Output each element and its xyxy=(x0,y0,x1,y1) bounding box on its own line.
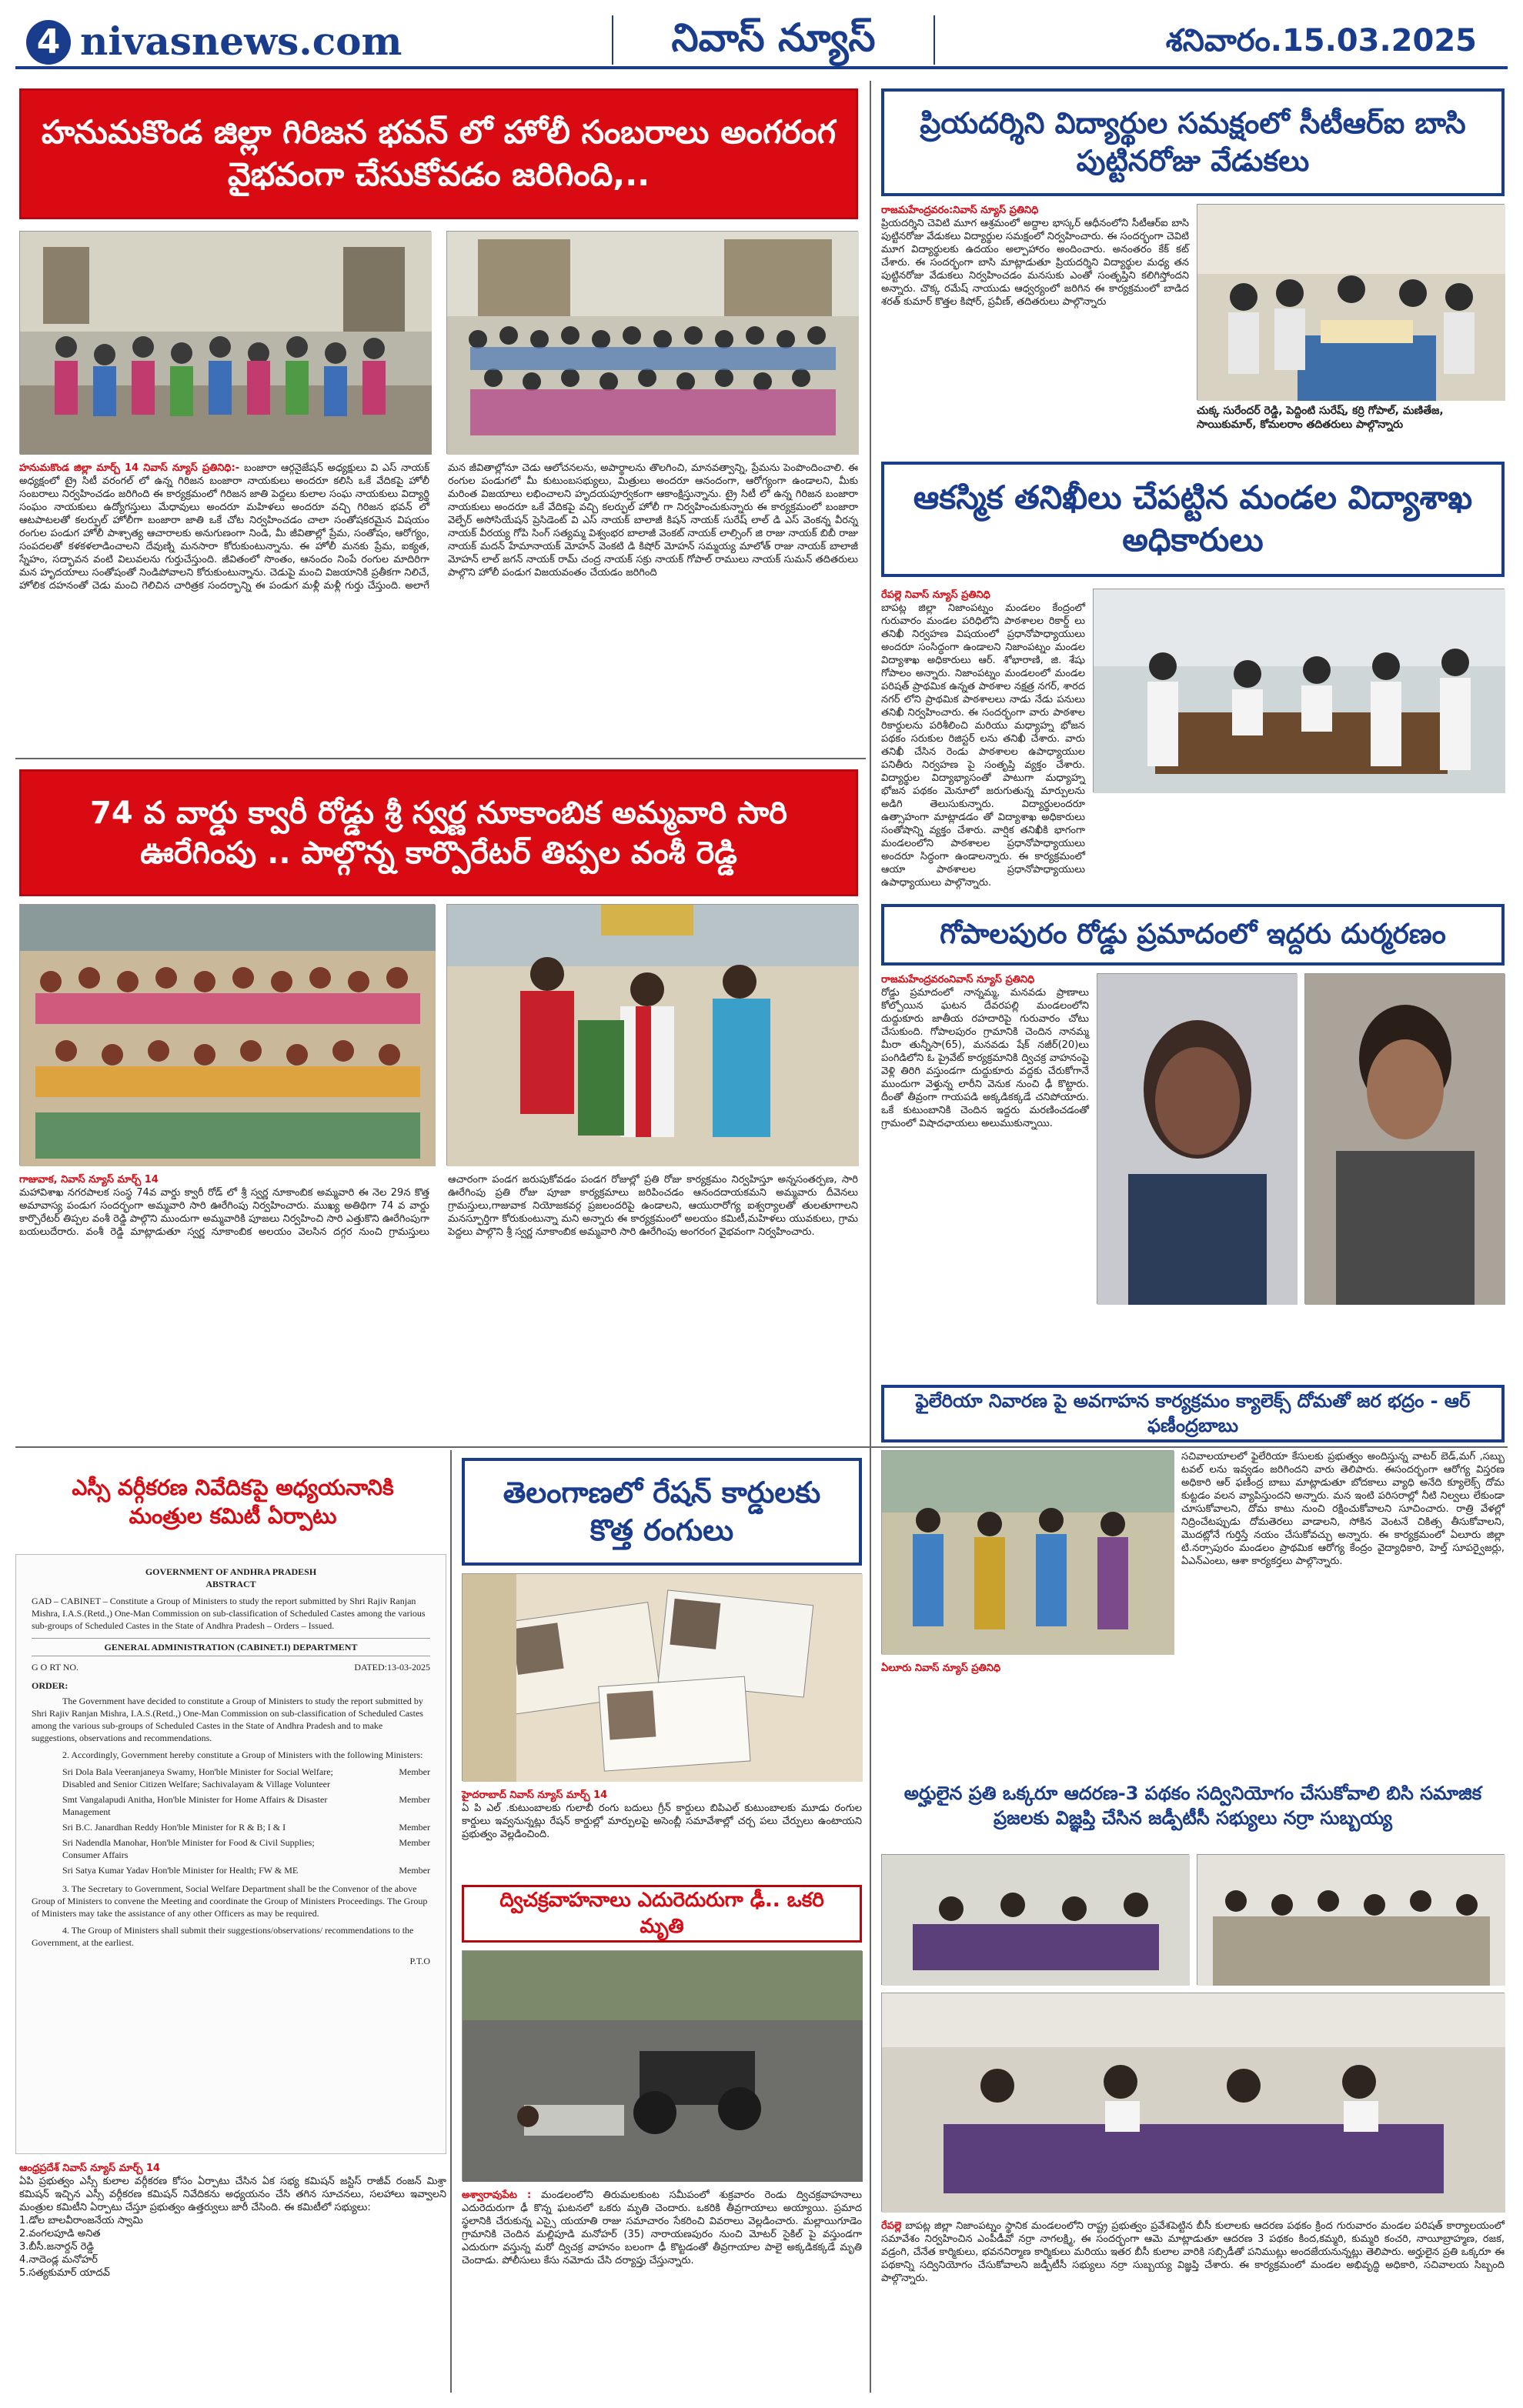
go-member xyxy=(32,1766,430,1790)
bike-article xyxy=(462,2189,862,2393)
ration-article xyxy=(462,1789,862,1877)
column-rule xyxy=(870,1450,871,2393)
site-name: nivasnews.com xyxy=(80,18,402,64)
accident-photo-image xyxy=(1097,974,1298,1305)
ctr-caption: చుక్క సురేందర్ రెడ్డి, పెద్దింటి సురేష్, కర్రి గోపాల్, మణితేజ, సాయికుమార్, కోమలరాం తదితరులు పాల్గొన్నారు xyxy=(1197,405,1444,431)
ration-photo xyxy=(462,1573,862,1781)
go-member xyxy=(32,1821,430,1833)
ammavari-byline: గాజువాక, నివాస్ న్యూస్ మార్చ్ 14 xyxy=(19,1174,159,1186)
accident-photo-youth xyxy=(1304,973,1505,1304)
ctr-photo xyxy=(1197,204,1505,400)
ctr-body: ప్రియదర్శిని చెవిటి మూగ ఆశ్రమంలో అద్దాల భాస్కర్ ఆధీనంలోని సీటీఆర్ఐ బాసి పుట్టినరోజు వేడుకలు విద్యార్థుల సమక్షంలో నిర్వహించారు. ఈ సందర్భంగా చెవిటి మూగ విద్యార్థులకు ఉదయం అల్పాహారం అందించారు. అనంతరం కేక్ కట్ చేశారు. ఈ సందర్భంగా బాసి మాట్లాడుతూ ప్రియదర్శిని విద్యార్థుల మధ్య తన పుట్టినరోజు వేడుకలు నిర్వహించడం మనసుకు ఎంతో సంతృప్తిని కలిగిస్తోందని అన్నారు. చొక్క రమేష్ నాయుడు ఆధ్వర్యంలో జరిగిన ఈ కార్యక్రమంలో బాడిద శరత్ కుమార్ కొత్తల కిషోర్, ప్రవీణ్, తదితరులు పాల్గొన్నారు xyxy=(881,218,1189,308)
go-number: G O RT NO. xyxy=(32,1662,79,1673)
go-order-label: ORDER: xyxy=(32,1680,68,1691)
sc-committee-member: 4.నాదెండ్ల మనోహర్ xyxy=(19,2254,98,2266)
ctr-headline: ప్రియదర్శిని విద్యార్థుల సమక్షంలో సీటీఆర్ఐ బాసి పుట్టినరోజు వేడుకలు xyxy=(881,88,1505,196)
filaria-photo xyxy=(881,1450,1174,1654)
accident-headline: గోపాలపురం రోడ్డు ప్రమాదంలో ఇద్దరు దుర్మరణం xyxy=(881,904,1505,966)
page-number: 4 xyxy=(26,20,71,65)
bc-scheme-photo-image xyxy=(882,1855,1190,1986)
bc-scheme-body: బాపట్ల జిల్లా నిజాంపట్నం స్థానిక మండలంలోని రాష్ట్ర ప్రభుత్వం ప్రవేశపెట్టిన బీసీ కులాలకు ఆదరణ పథకం క్రింద గురువారం మండల పరిషత్ కార్యాలయంలో సమావేశం నిర్వహించిన ఎంపీడీవో నర్రా నాగలక్ష్మి, ఈ సందర్భంగా ఆమె మాట్లాడుతూ ఆదరణ 3 పథకం కింద,కమ్మరి, కుమ్మరి కంచరి, నాయీబ్రాహ్మణ, రజక, వడ్రంగి, చేనేత కార్మికులు, భవననిర్మాణ కార్మికులు మరియు ఇతర బీసీ కులాల వారికి సబ్సిడీతో పనిముట్లు అందజేయనున్నట్లు తెలిపారు. అర్హులైన ప్రతి ఒక్కరూ ఈ పథకాన్ని సద్వినియోగం చేసుకోవాలని జడ్పీటీసీ సభ్యులు నర్రా సుబ్బయ్య విజ్ఞప్తి చేశారు. ఈ కార్యక్రమంలో మండల అభివృద్ధి అధికారి, సచివాలయ సిబ్బంది పాల్గొన్నారు. xyxy=(881,2220,1505,2284)
filaria-article xyxy=(1181,1450,1505,1654)
inspection-photo xyxy=(1093,589,1505,792)
go-para-3: 3. The Secretary to Government, Social Welfare Department shall be the Convenor of the above Group of Ministers to convene the Meeting and coordinate the Group of Ministers Proceedings. The Group of Ministers may take the assistance of any other Officers as may be required. xyxy=(32,1883,428,1919)
holi-photo-group xyxy=(19,231,431,454)
go-member-list xyxy=(32,1766,430,1876)
sc-committee-article xyxy=(19,2162,446,2393)
ctr-photo-image xyxy=(1197,205,1505,401)
go-member-name: Sri B.C. Janardhan Reddy Hon'ble Minister for R & B; I & I xyxy=(62,1822,286,1833)
bc-scheme-headline: అర్హులైన ప్రతి ఒక్కరూ ఆదరణ-3 పథకం సద్వినియోగం చేసుకోవాలి బిసి సమాజిక ప్రజలకు విజ్ఞప్తి చేసిన జడ్పీటీసీ సభ్యులు నర్రా సుబ్బయ్య xyxy=(881,1766,1505,1846)
bc-scheme-photo-image-3 xyxy=(882,1993,1505,2213)
column-rule xyxy=(450,1450,452,2393)
ammavari-photo-image-2 xyxy=(447,905,859,1166)
bc-scheme-photo-2 xyxy=(1197,1854,1505,1985)
issue-date: శనివారం.15.03.2025 xyxy=(1165,23,1477,58)
go-member-role: Member xyxy=(399,1837,430,1848)
go-member-name: Smt Vangalapudi Anitha, Hon'ble Minister for Home Affairs & Disaster Management xyxy=(62,1794,328,1817)
holi-byline: హనుమకొండ జిల్లా మార్చ్ 14 నివాస్ న్యూస్ ప్రతినిధి:- xyxy=(19,462,240,474)
accident-byline: రాజమహేంద్రవరంనివాస్ న్యూస్ ప్రతినిధి xyxy=(881,974,1035,986)
go-member-name: Sri Dola Bala Veeranjaneya Swamy, Hon'ble Minister for Social Welfare; Disabled and Senior Citizen Welfare; Sachivalayam & Village Volunteer xyxy=(62,1766,333,1789)
go-member xyxy=(32,1836,430,1861)
ration-byline: హైదరాబాద్ నివాస్ న్యూస్ మార్చ్ 14 xyxy=(462,1789,608,1801)
accident-body: రోడ్డు ప్రమాదంలో నాన్నమ్మ, మనవడు ప్రాణాలు కోల్పోయిన ఘటన దేవరపల్లి మండలంలోని దుద్దుకూరు జాతీయ రహదారిపై గురువారం చోటు చేసుకుంది. గోపాలపురం గ్రామానికి చెందిన నానమ్మ మీరా తున్నీసా(65), మనవడు షేక్ నజీర్(20)లు పంగిడిలోని ఓ ప్రైవేట్ కార్యక్రమానికి ద్విచక్ర వాహనంపై వెళ్లి తిరిగి వస్తుండగా దుద్దుకూరు వద్దకు చేరుకోగానే ముందుగా వెళ్తున్న లారీని వెనుక నుంచి ఢీ కొట్టారు. దీంతో తీవ్రంగా గాయపడి అక్కడికక్కడే చనిపోయారు. ఒకే కుటుంబానికి చెందిన ఇద్దరు మరణించడంతో గ్రామంలో విషాదఛాయలు అలుముకున్నాయి. xyxy=(881,987,1089,1129)
row-rule xyxy=(15,1446,1508,1448)
filaria-byline: ఏలూరు నివాస్ న్యూస్ ప్రతినిధి xyxy=(881,1663,1001,1674)
sc-committee-member: 5.సత్యకుమార్ యాదవ్ xyxy=(19,2267,110,2279)
ammavari-article xyxy=(19,1173,858,1439)
holi-article xyxy=(19,462,858,750)
inspection-body: బాపట్ల జిల్లా నిజాంపట్నం మండలం కేంద్రంలో గురువారం మండల పరిధిలోని పాఠశాలల రికార్డ్ లు తనిఖీ నిర్వహణ విషయంలో ప్రధానోపాధ్యాయులు అందరూ సంసిద్ధంగా ఉండాలని నిజాంపట్నం మండల విద్యాశాఖ అధికారులు ఆర్. శోభారాణి, జి. శేషు గోపాలం అన్నారు. నిజాంపట్నం మండలంలో మండల పరిషత్ ప్రాథమిక ఉన్నత పాఠశాల నక్షత్ర నగర్, శారద నగర్ లోని ప్రాథమిక పాఠశాలలు నాడు నేడు పనులు తనిఖీ నిర్వహించారు. ఈ సందర్భంగా వారు పాఠశాల రికార్డులను పరిశీలించి మరియు మధ్యాహ్న భోజన పథకం సరుకుల రిజిస్టర్ లను తనిఖీ చేశారు. వారు తనిఖీ చేసిన రెండు పాఠశాలల ఉపాధ్యాయుల పనితీరు నిర్వహణ పై సంతృప్తి వ్యక్తం చేశారు. విద్యార్థుల విద్యాభ్యాసంతో పాటుగా మధ్యాహ్న భోజన పథకం మెనూలో జరుగుతున్న మార్పులను అడిగి తెలుసుకున్నారు. విద్యార్థులందరూ ఉత్సాహంగా మాట్లాడడం తో విద్యాశాఖ అధికారులు సంతోషాన్ని వ్యక్తం చేశారు. వార్షిక తనిఖీకి భాగంగా మండలంలోని పాఠశాలల ప్రధానోపాధ్యాయులు అందరూ సిద్ధంగా ఉండాలన్నారు. ఈ కార్యక్రమంలో ఆయా పాఠశాలల ప్రధానోపాధ్యాయులు ఉపాధ్యాయులు పాల్గొన్నారు. xyxy=(881,602,1085,889)
ammavari-photo-crowd xyxy=(19,904,435,1166)
go-title: GOVERNMENT OF ANDHRA PRADESH xyxy=(145,1566,317,1577)
go-para-2: 2. Accordingly, Government hereby constitute a Group of Ministers with the following Ministers: xyxy=(62,1749,423,1760)
masthead xyxy=(15,15,1508,69)
bc-scheme-photo-1 xyxy=(881,1854,1189,1985)
holi-photo-image-2 xyxy=(447,232,859,455)
newspaper-logo: నివాస్ న్యూస్ xyxy=(612,15,935,65)
ration-photo-image xyxy=(463,1574,863,1782)
ammavari-photo-procession xyxy=(446,904,858,1166)
go-para-1: The Government have decided to constitute a Group of Ministers to study the report submitted by Shri Rajiv Ranjan Mishra, I.A.S.(Retd.,) One-Man Commission on sub-classification of Scheduled Castes among the various sub-groups of Scheduled Castes in the State of Andhra Pradesh and to make suggestions, observations and recommendations. xyxy=(32,1696,423,1743)
sc-committee-member: 1.డోల బాలవీరాంజనేయ స్వామి xyxy=(19,2215,143,2226)
bc-scheme-byline: రేపల్లె xyxy=(881,2220,902,2232)
go-member-role: Member xyxy=(399,1794,430,1805)
ctr-byline: రాజమహేంద్రవరం:నివాస్ న్యూస్ ప్రతినిధి xyxy=(881,205,1039,216)
sc-committee-byline: ఆంధ్రప్రదేశ్ నివాస్ న్యూస్ మార్చ్ 14 xyxy=(19,2163,160,2174)
ammavari-headline: 74 వ వార్డు క్వారీ రోడ్డు శ్రీ స్వర్ణ నూకాంబిక అమ్మవారి సారి ఊరేగింపు .. పాల్గొన్న కార్పొరేటర్ తిప్పల వంశీ రెడ్డి xyxy=(19,769,858,896)
go-member xyxy=(32,1793,430,1818)
inspection-article-left xyxy=(881,589,1085,889)
holi-body: బంజారా ఆర్గనైజేషన్ అధ్యక్షులు వి ఎస్ నాయక్ అధ్యక్షంలో ట్రై సిటీ వరంగల్ లో ఉన్న గిరిజన బంజారా నాయకులు అందరూ కలిసి ఒకే వేదికపై హోలీ సంబరాలు నిర్వహించడం జరిగింది ఈ కార్యక్రమంలో గిరిజన జాతి పెద్దలు కులాల సంఘ నాయకులు విద్యార్థి సంఘం నాయకులు ఉద్యోగస్తులు మేధావులు అందరూ మహిళలు అందరూ వచ్చి గిరిజన భవన్ లో ఆటపాటలతో కలర్ఫుల్ హోలీగా బంజారా జాతి ఒకే చోట నిర్వహించడం చాలా సంతోషకరమైన విషయం రంగుల పండుగ హోలీ పాశ్చాత్య ఆచారాలకు అనుగుణంగా నిండి, మీ జీవితాల్లో ప్రేమ, సంతోషం, ఆరోగ్యం, సంపదలతో కళకళలాడించాలని దేవుణ్ని మనసారా కోరుకుంటున్నాను. ఈ హోలీ మనకు ప్రేమ, ఐక్యత, స్నేహం, సద్భావన వంటి విలువలను గుర్తుచేస్తుంది. జీవితంలో సొంతం, ఆనందం నింపే రంగుల మాదిరిగా మన హృదయాలు సంతోషంతో నిండిపోవాలని కోరుకుంటున్నాను. చెడుపై మంచి విజయానికి ప్రతీకగా నిలిచే, హోలిక దహనంతో చెడు మంచి గెలిచిన చారిత్రక సందర్భాన్ని ఈ పండుగ మళ్లీ మళ్లీ గుర్తు చేస్తుంది. అలాగే మన జీవితాల్లోనూ చెడు ఆలోచనలను, అపార్థాలను తొలగించి, మానవత్వాన్ని, ప్రేమను పెంపొందించాలి. ఈ రంగుల పండుగలో మీ కుటుంబసభ్యులు, మిత్రులు అందరూ ఆనందంగా, ఆరోగ్యంగా ఉండాలని, మీకు మరింత విజయాలు లభించాలని హృదయపూర్వకంగా ఆకాంక్షిస్తున్నాను. ట్రై సిటీ లో ఉన్న గిరిజన బంజారా నాయకులు అందరూ ఒకే వేదికపై వచ్చి కలర్ఫుల్ హోలీ గా నిర్వహించుకున్నారు ఈ కార్యక్రమంలో బంజారా వెల్ఫేర్ అసోసియేషన్ ప్రెసిడెంట్ వి ఎస్ నాయక్ బాలాజీ కిషన్ నాయక్ సురేష్ లాల్ డి ఎస్ వెంకన్న వీరన్న నాయక్ వీరయ్య గోపి సింగ్ సత్యమ్మ విశ్వంభర బాలాజీ వెంకట్ నాయక్ లాల్సింగ్ జి రాజు నాయక్ బిబీ రాజు నాయక్ మదన్ హేమానాయక్ మోహన్ వెంకటి డి కిషోర్ మోహన్ సమ్మయ్య మాలోత్ రాజు నాయక్ బాలాజీ మోహన్ లాల్ జగన్ నాయక్ రామ్ చంద్ర నాయక్ సక్రు నాయక్ గోపాల్ రాములు నాయక్ సుమన్ తదితరులు పాల్గొని హోలీ పండుగ విజయవంతం చేయడం జరిగింది xyxy=(19,462,858,592)
inspection-photo-image xyxy=(1094,589,1505,793)
bc-scheme-photo-image-2 xyxy=(1197,1855,1505,1986)
go-para-4: 4. The Group of Ministers shall submit their suggestions/observations/ recommendations to the Government, at the earliest. xyxy=(32,1925,414,1948)
ctr-article xyxy=(881,204,1189,446)
filaria-body: సచివాలయాలలో ఫైలేరియా కేసులకు ప్రభుత్వం అందిస్తున్న వాటర్ బెడ్,మగ్ ,సబ్బు టవల్ లను ఇవ్వడం జరిగిందని వారు తెలిపారు. ఈసందర్భంగా ఆరోగ్య విస్తరణ అధికారి ఆర్ ఫణీంద్ర బాబు మాట్లాడుతూ బోదకాలు వ్యాధి అనేది క్యూలెక్స్ దోమ కుట్టడం వలన వ్యాపిస్తుందని అన్నారు. మన ఇంటి పరిసరాల్లో నీటి నిల్వలు లేకుండా చూసుకోవాలని, దోమ కాటు నుంచి రక్షించుకోవాలని సూచించారు. రాత్రి వేళల్లో నిద్రించేటప్పుడు దోమతెరలు వాడాలని, సోకిన వెంటనే చికిత్స తీసుకోవాలని, మొదట్లోనే గుర్తిస్తే నయం చేసుకోవచ్చు అన్నారు. ఈ కార్యక్రమంలో ఏలూరు జిల్లా టి.నర్సాపురం మండలం ప్రాథమిక ఆరోగ్య కేంద్రం వైద్యాధికారి, హెల్త్ సూపర్వైజర్లు, ఏఎన్ఎంలు, ఆశా కార్యకర్తలు పాల్గొన్నారు. xyxy=(1181,1451,1505,1567)
filaria-headline: ఫైలేరియా నివారణ పై అవగాహన కార్యక్రమం క్యాలెక్స్ దోమతో జర భద్రం - ఆర్ ఫణీంద్రబాబు xyxy=(881,1385,1505,1442)
inspection-article-cont xyxy=(1093,800,1505,896)
ammavari-photo-image xyxy=(20,905,436,1166)
sc-committee-body: ఏపి ప్రభుత్వం ఎస్సీ కులాల వర్గీకరణ కోసం ఏర్పాటు చేసిన ఏక సభ్య కమిషన్ జస్టిస్ రాజీవ్ రంజన్ మిశ్రా కమిషన్ ఇచ్చిన ఎస్సీ వర్గీకరణ కమిషన్ నివేదికను అధ్యయనం చేసి తగిన సూచనలు, సలహాలు ఇవ్వాలని మంత్రుల కమిటీని ఏర్పాటు చేస్తూ ప్రభుత్వం ఉత్తర్వులు జారీ చేసింది. ఈ కమిటీలో సభ్యులు: xyxy=(19,2176,446,2213)
filaria-article-cont xyxy=(881,1662,1505,1758)
go-date: DATED:13-03-2025 xyxy=(354,1662,430,1673)
accident-article xyxy=(881,973,1089,1377)
bike-photo-image xyxy=(463,1951,863,2182)
inspection-byline: రేపల్లె నివాస్ న్యూస్ ప్రతినిధి xyxy=(881,589,990,601)
ration-headline: తెలంగాణలో రేషన్ కార్డులకు కొత్త రంగులు xyxy=(462,1458,862,1566)
sc-committee-member: 3.బీసీ.జనార్దన్ రెడ్డి xyxy=(19,2241,94,2253)
bike-body: మండలంలోని తిరుమలకుంట సమీపంలో శుక్రవారం రెండు ద్విచక్రవాహనాలు ఎదురెదురుగా ఢీ కొన్న ఘటనలో ఒకరు మృతి చెందారు. ఒకరికి తీవ్రగాయాలు అయ్యాయి. ప్రమాద స్థలానికి చేరుకున్న ఎస్సై యయాతి రాజు సమాచారం సేకరించి వివరాలు వెల్లడించారు. మల్లాయిగూడెం గ్రామానికి చెందిన మల్లిపూడి మనోహర్ (35) నారాయణపురం నుంచి మోటర్ సైకిల్ పై వస్తుండగా ఎదురుగా వస్తున్న మరో ద్విచక్ర వాహనం బలంగా ఢీ కొట్టడంతో తీవ్రగాయాల పాలై అక్కడికక్కడే మృతి చెందాడు. పోలీసులు కేసు నమోదు చేసి దర్యాప్తు చేస్తున్నారు. xyxy=(462,2190,862,2266)
bc-scheme-article xyxy=(881,2220,1505,2393)
go-member xyxy=(32,1864,430,1876)
go-abstract-label: ABSTRACT xyxy=(205,1579,256,1589)
go-member-role: Member xyxy=(399,1822,430,1833)
bike-headline: ద్విచక్రవాహనాలు ఎదురెదురుగా ఢీ.. ఒకరి మృతి xyxy=(462,1885,862,1943)
go-document xyxy=(15,1554,446,2154)
bike-byline: అశ్వారావుపేట : xyxy=(462,2190,532,2201)
holi-photo-gathering xyxy=(446,231,858,454)
sc-committee-headline: ఎస్సీ వర్గీకరణ నివేదికపై అధ్యయనానికి మంత్రుల కమిటీ ఏర్పాటు xyxy=(19,1458,446,1546)
accident-article-cont xyxy=(1097,1312,1505,1381)
go-abstract: GAD – CABINET – Constitute a Group of Ministers to study the report submitted by Shri Rajiv Ranjan Mishra, I.A.S.(Retd.,) One-Man Commission on sub-classification of Scheduled Castes among the various sub-groups of Scheduled Castes in the State of Andhra Pradesh – Orders – Issued. xyxy=(32,1596,426,1631)
go-member-name: Sri Satya Kumar Yadav Hon'ble Minister for Health; FW & ME xyxy=(62,1865,299,1876)
go-member-role: Member xyxy=(399,1865,430,1876)
holi-photo-image xyxy=(20,232,432,455)
go-member-role: Member xyxy=(399,1766,430,1777)
holi-headline: హనుమకొండ జిల్లా గిరిజన భవన్ లో హోలీ సంబరాలు అంగరంగ వైభవంగా చేసుకోవడం జరిగింది,.. xyxy=(19,88,858,219)
accident-photo-image-2 xyxy=(1305,974,1505,1305)
sc-committee-member: 2.వంగలపూడి అనిత xyxy=(19,2228,101,2240)
go-pto: P.T.O xyxy=(409,1956,430,1966)
inspection-headline: ఆకస్మిక తనిఖీలు చేపట్టిన మండల విద్యాశాఖ అధికారులు xyxy=(881,462,1505,577)
row-rule xyxy=(15,758,866,759)
bc-scheme-photo-3 xyxy=(881,1993,1505,2212)
go-department: GENERAL ADMINISTRATION (CABINET.I) DEPARTMENT xyxy=(32,1638,430,1656)
bike-photo xyxy=(462,1950,862,2181)
ammavari-body: మహావిశాఖ నగరపాలక సంస్థ 74వ వార్డు క్వారీ రోడ్ లో శ్రీ స్వర్ణ నూకాంబిక అమ్మవారి ఈ నెల 29న కొత్త అమావాస్య పండుగ సందర్భంగా అమ్మవారి సారి ఊరేగింపు నిర్వహించారు. ముఖ్య అతిథిగా 74 వ వార్డు కార్పొరేటర్ తిప్పల వంశీ రెడ్డి పాల్గొని ముందుగా అమ్మవారికి పూజలు నిర్వహించి సారి ఎత్తుకొని ఊరేగింపుగా బయలుదేరారు. వంశీ రెడ్డి మాట్లాడుతూ స్వర్ణ నూకాంబిక అలయం వెలసిన దగ్గర నుంచి గ్రామస్తులు ఆచారంగా పండగ జరుపుకోవడం పండగ రోజుల్లో ప్రతి రోజు కార్యక్రమం నిర్వహిస్తూ అన్నసంతర్పణ, సారి ఊరేగింపు ప్రతి రోజు పూజా కార్యక్రమాలు జరిపించడం ఆనందదాయకమని అమ్మవారు దీవెనలు గ్రామస్తులు,గాజువాక నియోజకవర్గ ప్రజలందరిపై ఉండాలని, ఆయురారోగ్య ఐశ్వర్యాలతో తులతూగాలని మనస్ఫూర్తిగా కోరుకుంటున్నా మని అన్నారు ఈ కార్యక్రమంలో అలయం కమిటీ,మహిళలు యువకులు, గ్రామ పెద్దలు పాల్గొని శ్రీ స్వర్ణ నూకాంబిక అమ్మవారి సారి ఊరేగింపు అంగరంగ వైభవంగా నిర్వహించారు. xyxy=(19,1174,858,1238)
accident-photo-woman xyxy=(1097,973,1297,1304)
filaria-photo-image xyxy=(882,1451,1174,1655)
go-member-name: Sri Nadendla Manohar, Hon'ble Minister for Food & Civil Supplies; Consumer Affairs xyxy=(62,1837,315,1860)
column-rule xyxy=(870,81,871,1450)
ration-body: ఏ పి ఎల్ .కుటుంబాలకు గులాబీ రంగు బదులు గ్రీన్ కార్డులు బిపిఎల్ కుటుంబాలకు మూడు రంగుల కార్డులు ఇవ్వనున్నట్లు రేషన్ కార్డుల్లో మార్పులపై అసెంబ్లీ సమావేశాల్లో చర్చ పలు చేర్పులు ఉంటాయని ప్రభుత్వం వెల్లడించింది. xyxy=(462,1803,862,1840)
